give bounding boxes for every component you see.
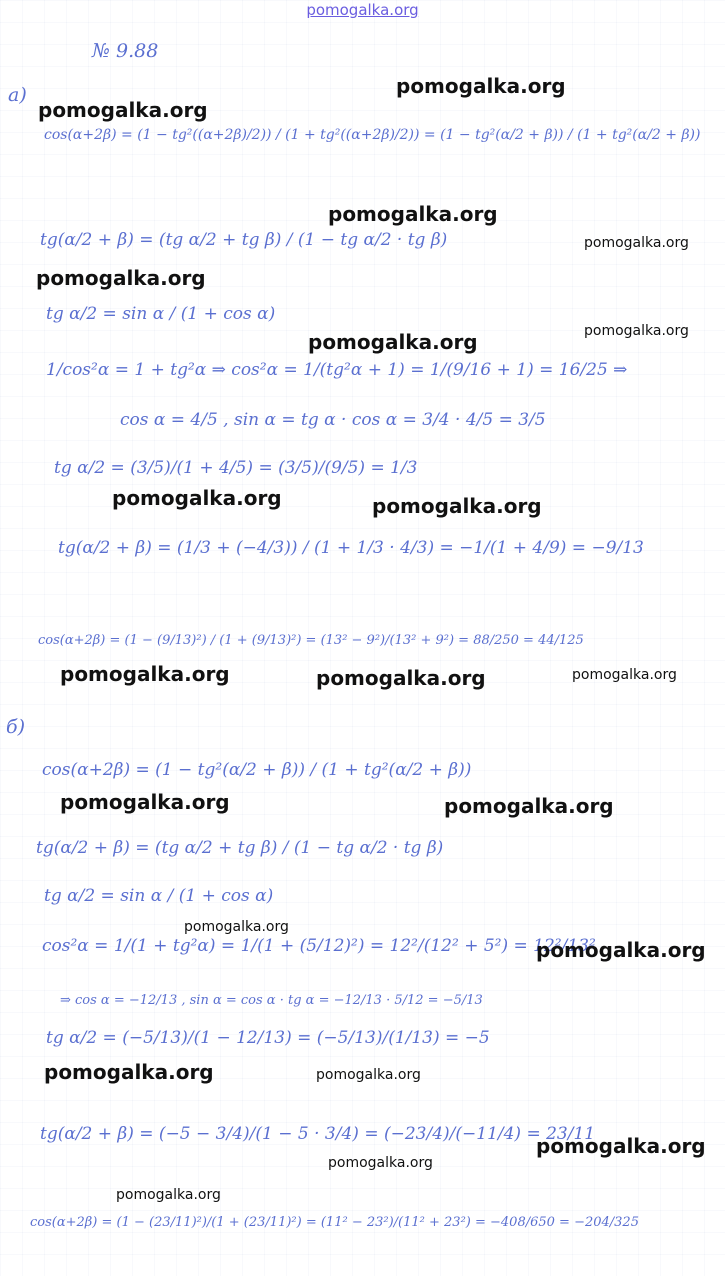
watermark: pomogalka.org: [536, 1134, 706, 1158]
watermark: pomogalka.org: [184, 919, 289, 935]
watermark: pomogalka.org: [316, 666, 486, 690]
part-a-line-5: cos α = 4/5 , sin α = tg α · cos α = 3/4 · 4/5 = 3/5: [120, 410, 546, 430]
watermark: pomogalka.org: [116, 1187, 221, 1203]
watermark: pomogalka.org: [328, 1155, 433, 1171]
watermark: pomogalka.org: [584, 235, 689, 251]
part-a-line-1: cos(α+2β) = (1 − tg²((α+2β)/2)) / (1 + tg²((α+2β)/2)) = (1 − tg²(α/2 + β)) / (1 + tg²(α/2 + β)): [44, 127, 701, 143]
part-a-line-6: tg α/2 = (3/5)/(1 + 4/5) = (3/5)/(9/5) = 1/3: [54, 458, 418, 478]
part-b-line-3: tg α/2 = sin α / (1 + cos α): [44, 886, 274, 906]
watermark: pomogalka.org: [308, 330, 478, 354]
part-a-line-4: 1/cos²α = 1 + tg²α ⇒ cos²α = 1/(tg²α + 1) = 1/(9/16 + 1) = 16/25 ⇒: [46, 360, 628, 380]
part-a-line-3: tg α/2 = sin α / (1 + cos α): [46, 304, 276, 324]
part-b-line-2: tg(α/2 + β) = (tg α/2 + tg β) / (1 − tg α/2 · tg β): [36, 838, 444, 858]
part-b-line-1: cos(α+2β) = (1 − tg²(α/2 + β)) / (1 + tg²(α/2 + β)): [42, 760, 472, 780]
problem-number: № 9.88: [92, 40, 159, 62]
watermark: pomogalka.org: [572, 667, 677, 683]
watermark: pomogalka.org: [112, 486, 282, 510]
watermark: pomogalka.org: [316, 1067, 421, 1083]
part-b-label: б): [6, 716, 26, 738]
watermark: pomogalka.org: [584, 323, 689, 339]
part-b-line-6: tg α/2 = (−5/13)/(1 − 12/13) = (−5/13)/(1/13) = −5: [46, 1028, 490, 1048]
part-b-line-8: cos(α+2β) = (1 − (23/11)²)/(1 + (23/11)²) = (11² − 23²)/(11² + 23²) = −408/650 = −204/325: [30, 1215, 639, 1230]
header-watermark: pomogalka.org: [306, 1, 419, 19]
watermark: pomogalka.org: [60, 790, 230, 814]
part-b-line-4: cos²α = 1/(1 + tg²α) = 1/(1 + (5/12)²) = 12²/(12² + 5²) = 12²/13²: [42, 936, 596, 956]
watermark: pomogalka.org: [536, 938, 706, 962]
part-b-line-7: tg(α/2 + β) = (−5 − 3/4)/(1 − 5 · 3/4) = (−23/4)/(−11/4) = 23/11: [40, 1124, 596, 1144]
watermark: pomogalka.org: [444, 794, 614, 818]
watermark: pomogalka.org: [372, 494, 542, 518]
part-a-line-8: cos(α+2β) = (1 − (9/13)²) / (1 + (9/13)²) = (13² − 9²)/(13² + 9²) = 88/250 = 44/125: [38, 633, 584, 648]
watermark: pomogalka.org: [44, 1060, 214, 1084]
part-a-line-7: tg(α/2 + β) = (1/3 + (−4/3)) / (1 + 1/3 · 4/3) = −1/(1 + 4/9) = −9/13: [58, 538, 644, 558]
watermark: pomogalka.org: [38, 98, 208, 122]
part-a-line-2: tg(α/2 + β) = (tg α/2 + tg β) / (1 − tg α/2 · tg β): [40, 230, 448, 250]
part-a-label: а): [8, 84, 27, 106]
watermark: pomogalka.org: [396, 74, 566, 98]
watermark: pomogalka.org: [328, 202, 498, 226]
watermark: pomogalka.org: [60, 662, 230, 686]
part-b-line-5: ⇒ cos α = −12/13 , sin α = cos α · tg α = −12/13 · 5/12 = −5/13: [60, 993, 483, 1008]
watermark: pomogalka.org: [36, 266, 206, 290]
